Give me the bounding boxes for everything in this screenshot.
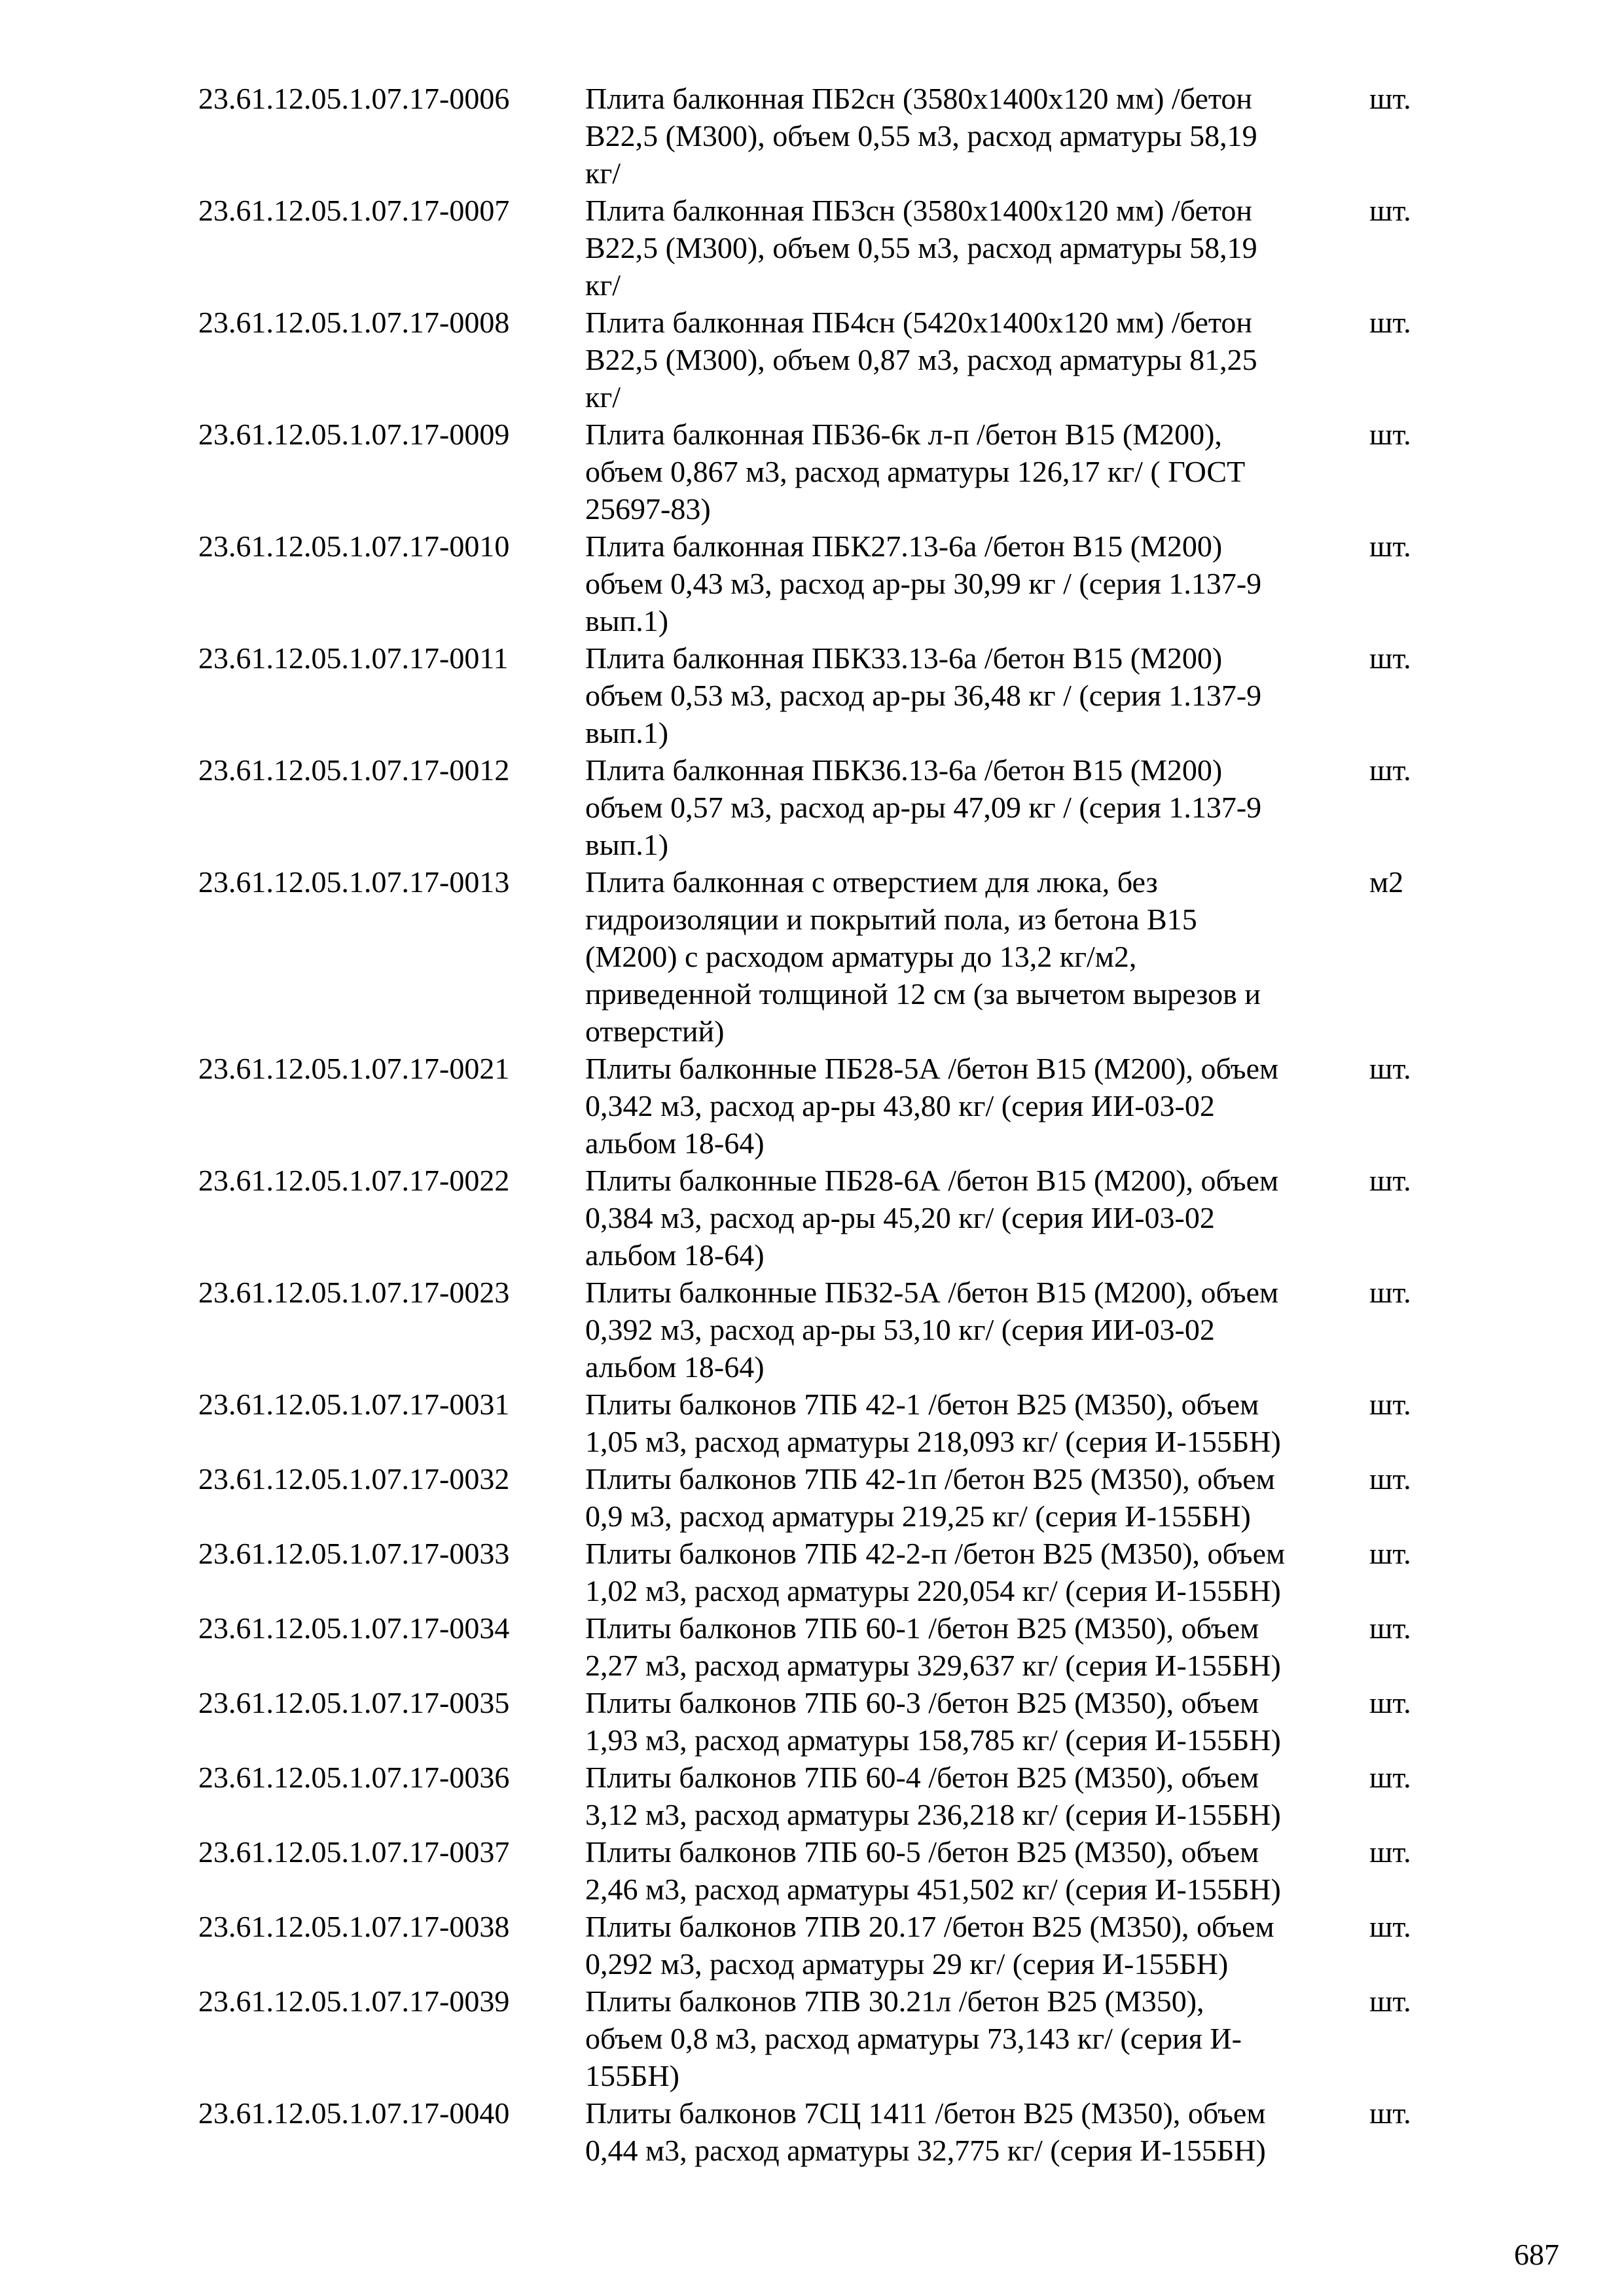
table-row	[0, 1833, 1624, 1908]
table-row	[0, 2094, 1624, 2169]
description-line: 25697-83)	[585, 492, 711, 526]
unit-of-measure: шт.	[1369, 82, 1411, 115]
resource-code: 23.61.12.05.1.07.17-0033	[198, 1537, 510, 1570]
table-row	[0, 80, 1624, 192]
unit-of-measure: шт.	[1369, 1686, 1411, 1719]
unit-of-measure: шт.	[1369, 1052, 1411, 1085]
description-line: Плиты балконов 7СЦ 1411 /бетон В25 (М350), объем	[585, 2096, 1266, 2130]
resource-description	[585, 1460, 1364, 1535]
resource-description	[585, 639, 1364, 751]
resource-description	[585, 1386, 1364, 1460]
resource-code: 23.61.12.05.1.07.17-0040	[198, 2096, 510, 2130]
description-line: Плиты балконов 7ПБ 42-2-п /бетон В25 (М350), объем	[585, 1537, 1286, 1570]
description-line: Плита балконная ПБ4сн (5420х1400х120 мм) /бетон	[585, 306, 1253, 339]
description-line: альбом 18-64)	[585, 1126, 765, 1160]
description-line: вып.1)	[585, 716, 669, 749]
unit-of-measure: шт.	[1369, 1761, 1411, 1794]
description-line: 2,27 м3, расход арматуры 329,637 кг/ (серия И-155БН)	[585, 1649, 1281, 1682]
description-line: Плита балконная ПБ36-6к л-п /бетон В15 (М200),	[585, 418, 1222, 451]
description-line: 3,12 м3, расход арматуры 236,218 кг/ (серия И-155БН)	[585, 1798, 1281, 1831]
description-line: В22,5 (М300), объем 0,55 м3, расход арматуры 58,19	[585, 119, 1257, 152]
resource-description	[585, 1609, 1364, 1684]
price-code-table	[0, 80, 1624, 2169]
table-row	[0, 1386, 1624, 1460]
description-line: Плиты балконов 7ПБ 42-1 /бетон В25 (М350), объем	[585, 1388, 1259, 1421]
table-row	[0, 1684, 1624, 1759]
description-line: Плиты балконов 7ПБ 60-3 /бетон В25 (М350), объем	[585, 1686, 1259, 1719]
unit-of-measure: м2	[1369, 865, 1404, 899]
unit-of-measure: шт.	[1369, 306, 1411, 339]
resource-code: 23.61.12.05.1.07.17-0031	[198, 1388, 510, 1421]
resource-description	[585, 416, 1364, 528]
description-line: 0,342 м3, расход ар-ры 43,80 кг/ (серия ИИ-03-02	[585, 1089, 1215, 1122]
unit-of-measure: шт.	[1369, 418, 1411, 451]
resource-code: 23.61.12.05.1.07.17-0010	[198, 529, 510, 563]
unit-of-measure: шт.	[1369, 1835, 1411, 1869]
resource-code: 23.61.12.05.1.07.17-0036	[198, 1761, 510, 1794]
description-line: вып.1)	[585, 828, 669, 861]
resource-description	[585, 1908, 1364, 1982]
description-line: Плита балконная ПБК27.13-6а /бетон В15 (М200)	[585, 529, 1223, 563]
table-row	[0, 1050, 1624, 1162]
unit-of-measure: шт.	[1369, 194, 1411, 227]
resource-description	[585, 80, 1364, 192]
description-line: альбом 18-64)	[585, 1238, 765, 1272]
resource-description	[585, 1982, 1364, 2094]
resource-description	[585, 863, 1364, 1050]
unit-of-measure: шт.	[1369, 1984, 1411, 2018]
table-row	[0, 1982, 1624, 2094]
table-row	[0, 416, 1624, 528]
resource-code: 23.61.12.05.1.07.17-0037	[198, 1835, 510, 1869]
description-line: объем 0,53 м3, расход ар-ры 36,48 кг / (серия 1.137-9	[585, 679, 1262, 712]
description-line: кг/	[585, 268, 621, 302]
description-line: кг/	[585, 156, 621, 190]
resource-code: 23.61.12.05.1.07.17-0012	[198, 753, 510, 787]
resource-description	[585, 304, 1364, 416]
description-line: объем 0,8 м3, расход арматуры 73,143 кг/ (серия И-	[585, 2022, 1242, 2055]
description-line: Плиты балконов 7ПБ 60-4 /бетон В25 (М350), объем	[585, 1761, 1259, 1794]
table-row	[0, 1535, 1624, 1609]
description-line: отверстий)	[585, 1014, 725, 1048]
resource-description	[585, 1162, 1364, 1274]
resource-code: 23.61.12.05.1.07.17-0022	[198, 1164, 510, 1197]
resource-code: 23.61.12.05.1.07.17-0007	[198, 194, 510, 227]
description-line: Плита балконная ПБК33.13-6а /бетон В15 (М200)	[585, 641, 1223, 675]
description-line: объем 0,867 м3, расход арматуры 126,17 кг/ ( ГОСТ	[585, 455, 1246, 488]
table-row	[0, 192, 1624, 304]
table-row	[0, 528, 1624, 639]
resource-code: 23.61.12.05.1.07.17-0039	[198, 1984, 510, 2018]
unit-of-measure: шт.	[1369, 1537, 1411, 1570]
table-row	[0, 1274, 1624, 1386]
table-row	[0, 1609, 1624, 1684]
description-line: Плиты балконные ПБ28-5А /бетон В15 (М200), объем	[585, 1052, 1279, 1085]
description-line: вып.1)	[585, 604, 669, 637]
resource-description	[585, 1535, 1364, 1609]
description-line: Плита балконная ПБ2сн (3580х1400х120 мм) /бетон	[585, 82, 1253, 115]
description-line: 0,44 м3, расход арматуры 32,775 кг/ (серия И-155БН)	[585, 2134, 1266, 2167]
description-line: кг/	[585, 380, 621, 414]
description-line: 0,9 м3, расход арматуры 219,25 кг/ (серия И-155БН)	[585, 1499, 1251, 1533]
description-line: 1,02 м3, расход арматуры 220,054 кг/ (серия И-155БН)	[585, 1574, 1281, 1607]
resource-code: 23.61.12.05.1.07.17-0035	[198, 1686, 510, 1719]
table-row	[0, 1162, 1624, 1274]
unit-of-measure: шт.	[1369, 1388, 1411, 1421]
resource-code: 23.61.12.05.1.07.17-0032	[198, 1462, 510, 1496]
resource-description	[585, 1759, 1364, 1833]
resource-code: 23.61.12.05.1.07.17-0006	[198, 82, 510, 115]
description-line: Плиты балконов 7ПВ 30.21л /бетон В25 (М350),	[585, 1984, 1204, 2018]
resource-code: 23.61.12.05.1.07.17-0038	[198, 1910, 510, 1943]
unit-of-measure: шт.	[1369, 1164, 1411, 1197]
unit-of-measure: шт.	[1369, 529, 1411, 563]
resource-description	[585, 1833, 1364, 1908]
description-line: В22,5 (М300), объем 0,87 м3, расход арматуры 81,25	[585, 343, 1257, 376]
description-line: 0,292 м3, расход арматуры 29 кг/ (серия И-155БН)	[585, 1947, 1229, 1981]
resource-description	[585, 751, 1364, 863]
description-line: Плиты балконные ПБ32-5А /бетон В15 (М200), объем	[585, 1276, 1279, 1309]
unit-of-measure: шт.	[1369, 1611, 1411, 1645]
unit-of-measure: шт.	[1369, 641, 1411, 675]
table-row	[0, 1908, 1624, 1982]
resource-code: 23.61.12.05.1.07.17-0021	[198, 1052, 510, 1085]
unit-of-measure: шт.	[1369, 1276, 1411, 1309]
resource-description	[585, 1050, 1364, 1162]
resource-description	[585, 1274, 1364, 1386]
description-line: Плита балконная ПБК36.13-6а /бетон В15 (М200)	[585, 753, 1223, 787]
description-line: Плиты балконов 7ПВ 20.17 /бетон В25 (М350), объем	[585, 1910, 1274, 1943]
table-row	[0, 1460, 1624, 1535]
resource-code: 23.61.12.05.1.07.17-0009	[198, 418, 510, 451]
unit-of-measure: шт.	[1369, 753, 1411, 787]
table-row	[0, 751, 1624, 863]
resource-description	[585, 1684, 1364, 1759]
table-row	[0, 863, 1624, 1050]
description-line: объем 0,43 м3, расход ар-ры 30,99 кг / (серия 1.137-9	[585, 567, 1262, 600]
unit-of-measure: шт.	[1369, 2096, 1411, 2130]
description-line: альбом 18-64)	[585, 1350, 765, 1384]
description-line: 1,93 м3, расход арматуры 158,785 кг/ (серия И-155БН)	[585, 1723, 1281, 1757]
description-line: Плита балконная ПБ3сн (3580х1400х120 мм) /бетон	[585, 194, 1253, 227]
unit-of-measure: шт.	[1369, 1462, 1411, 1496]
description-line: 0,392 м3, расход ар-ры 53,10 кг/ (серия ИИ-03-02	[585, 1313, 1215, 1346]
page-number: 687	[1514, 2238, 1559, 2271]
resource-description	[585, 2094, 1364, 2169]
description-line: Плиты балконные ПБ28-6А /бетон В15 (М200), объем	[585, 1164, 1279, 1197]
unit-of-measure: шт.	[1369, 1910, 1411, 1943]
table-row	[0, 1759, 1624, 1833]
description-line: 155БН)	[585, 2059, 679, 2092]
description-line: 0,384 м3, расход ар-ры 45,20 кг/ (серия ИИ-03-02	[585, 1201, 1215, 1234]
table-row	[0, 639, 1624, 751]
description-line: Плита балконная с отверстием для люка, без	[585, 865, 1158, 899]
description-line: Плиты балконов 7ПБ 60-5 /бетон В25 (М350), объем	[585, 1835, 1259, 1869]
description-line: В22,5 (М300), объем 0,55 м3, расход арматуры 58,19	[585, 231, 1257, 264]
resource-code: 23.61.12.05.1.07.17-0023	[198, 1276, 510, 1309]
resource-description	[585, 528, 1364, 639]
resource-code: 23.61.12.05.1.07.17-0008	[198, 306, 510, 339]
description-line: объем 0,57 м3, расход ар-ры 47,09 кг / (серия 1.137-9	[585, 791, 1262, 824]
resource-code: 23.61.12.05.1.07.17-0011	[198, 641, 509, 675]
description-line: (М200) с расходом арматуры до 13,2 кг/м2,	[585, 940, 1137, 973]
resource-code: 23.61.12.05.1.07.17-0013	[198, 865, 510, 899]
table-row	[0, 304, 1624, 416]
description-line: 2,46 м3, расход арматуры 451,502 кг/ (серия И-155БН)	[585, 1873, 1281, 1906]
description-line: 1,05 м3, расход арматуры 218,093 кг/ (серия И-155БН)	[585, 1425, 1281, 1458]
description-line: Плиты балконов 7ПБ 60-1 /бетон В25 (М350), объем	[585, 1611, 1259, 1645]
description-line: Плиты балконов 7ПБ 42-1п /бетон В25 (М350), объем	[585, 1462, 1275, 1496]
resource-code: 23.61.12.05.1.07.17-0034	[198, 1611, 510, 1645]
description-line: гидроизоляции и покрытий пола, из бетона В15	[585, 903, 1197, 936]
description-line: приведенной толщиной 12 см (за вычетом вырезов и	[585, 977, 1261, 1011]
resource-description	[585, 192, 1364, 304]
